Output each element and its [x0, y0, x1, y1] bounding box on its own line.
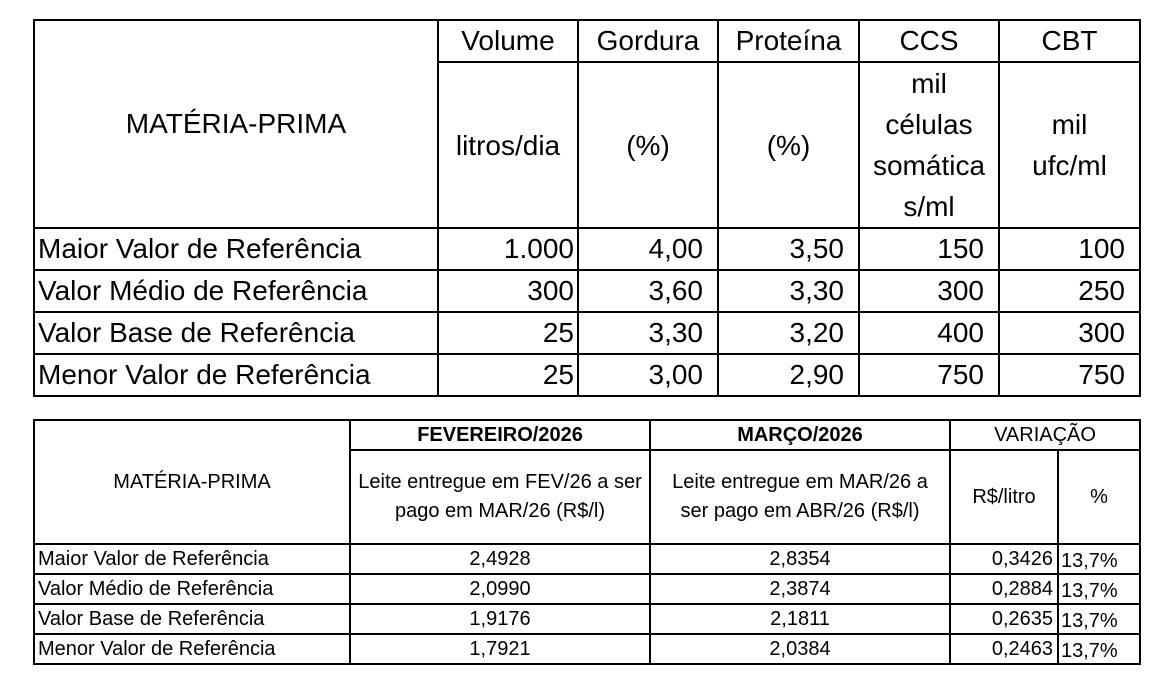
table-header-row [34, 420, 1140, 450]
cell-cbt: 300 [999, 312, 1140, 354]
cell-percent: 13,7% [1058, 604, 1140, 634]
cell-march: 2,0384 [650, 634, 950, 664]
table-row [34, 604, 1140, 634]
cell-gordura: 3,00 [578, 354, 718, 396]
cell-variation: 0,3426 [950, 544, 1058, 574]
cell-gordura: 4,00 [578, 228, 718, 270]
march-description: Leite entregue em MAR/26 a ser pago em ABR/26 (R$/l) [650, 450, 950, 544]
variation-unit-percent: % [1058, 450, 1140, 544]
cell-volume: 1.000 [438, 228, 578, 270]
cell-march: 2,1811 [650, 604, 950, 634]
variation-unit-reais: R$/litro [950, 450, 1058, 544]
cell-proteina: 2,90 [718, 354, 859, 396]
unit-cbt: mil ufc/ml [999, 62, 1140, 228]
cell-variation: 0,2635 [950, 604, 1058, 634]
row-label: Valor Médio de Referência [34, 270, 438, 312]
cell-cbt: 100 [999, 228, 1140, 270]
column-header-march: MARÇO/2026 [650, 420, 950, 450]
cell-february: 1,7921 [350, 634, 650, 664]
cell-march: 2,8354 [650, 544, 950, 574]
unit-gordura: (%) [578, 62, 718, 228]
cell-proteina: 3,30 [718, 270, 859, 312]
cell-cbt: 250 [999, 270, 1140, 312]
row-label: Valor Base de Referência [34, 604, 350, 634]
column-header-february: FEVEREIRO/2026 [350, 420, 650, 450]
table-row [34, 574, 1140, 604]
cell-percent: 13,7% [1058, 574, 1140, 604]
raw-material-header: MATÉRIA-PRIMA [34, 420, 350, 544]
column-header-cbt: CBT [999, 20, 1140, 62]
reference-parameters-table [33, 19, 1141, 397]
cell-volume: 25 [438, 354, 578, 396]
table-row [34, 312, 1140, 354]
table-row [34, 354, 1140, 396]
table-header-row [34, 20, 1140, 62]
row-label: Valor Base de Referência [34, 312, 438, 354]
cell-variation: 0,2463 [950, 634, 1058, 664]
table-row [34, 270, 1140, 312]
unit-volume: litros/dia [438, 62, 578, 228]
table-row [34, 544, 1140, 574]
price-comparison-table [33, 419, 1141, 665]
cell-ccs: 400 [859, 312, 999, 354]
cell-volume: 25 [438, 312, 578, 354]
cell-cbt: 750 [999, 354, 1140, 396]
cell-ccs: 300 [859, 270, 999, 312]
cell-february: 1,9176 [350, 604, 650, 634]
cell-percent: 13,7% [1058, 634, 1140, 664]
cell-variation: 0,2884 [950, 574, 1058, 604]
row-label: Menor Valor de Referência [34, 634, 350, 664]
column-header-variation: VARIAÇÃO [950, 420, 1140, 450]
unit-proteina: (%) [718, 62, 859, 228]
row-label: Maior Valor de Referência [34, 544, 350, 574]
cell-february: 2,4928 [350, 544, 650, 574]
cell-gordura: 3,30 [578, 312, 718, 354]
cell-ccs: 150 [859, 228, 999, 270]
row-label: Maior Valor de Referência [34, 228, 438, 270]
cell-ccs: 750 [859, 354, 999, 396]
table-row [34, 228, 1140, 270]
cell-february: 2,0990 [350, 574, 650, 604]
cell-proteina: 3,20 [718, 312, 859, 354]
column-header-proteina: Proteína [718, 20, 859, 62]
column-header-ccs: CCS [859, 20, 999, 62]
raw-material-header: MATÉRIA-PRIMA [34, 20, 438, 228]
cell-volume: 300 [438, 270, 578, 312]
cell-percent: 13,7% [1058, 544, 1140, 574]
row-label: Menor Valor de Referência [34, 354, 438, 396]
cell-march: 2,3874 [650, 574, 950, 604]
cell-proteina: 3,50 [718, 228, 859, 270]
table-row [34, 634, 1140, 664]
column-header-gordura: Gordura [578, 20, 718, 62]
unit-ccs: mil células somática s/ml [859, 62, 999, 228]
column-header-volume: Volume [438, 20, 578, 62]
cell-gordura: 3,60 [578, 270, 718, 312]
february-description: Leite entregue em FEV/26 a ser pago em MAR/26 (R$/l) [350, 450, 650, 544]
row-label: Valor Médio de Referência [34, 574, 350, 604]
